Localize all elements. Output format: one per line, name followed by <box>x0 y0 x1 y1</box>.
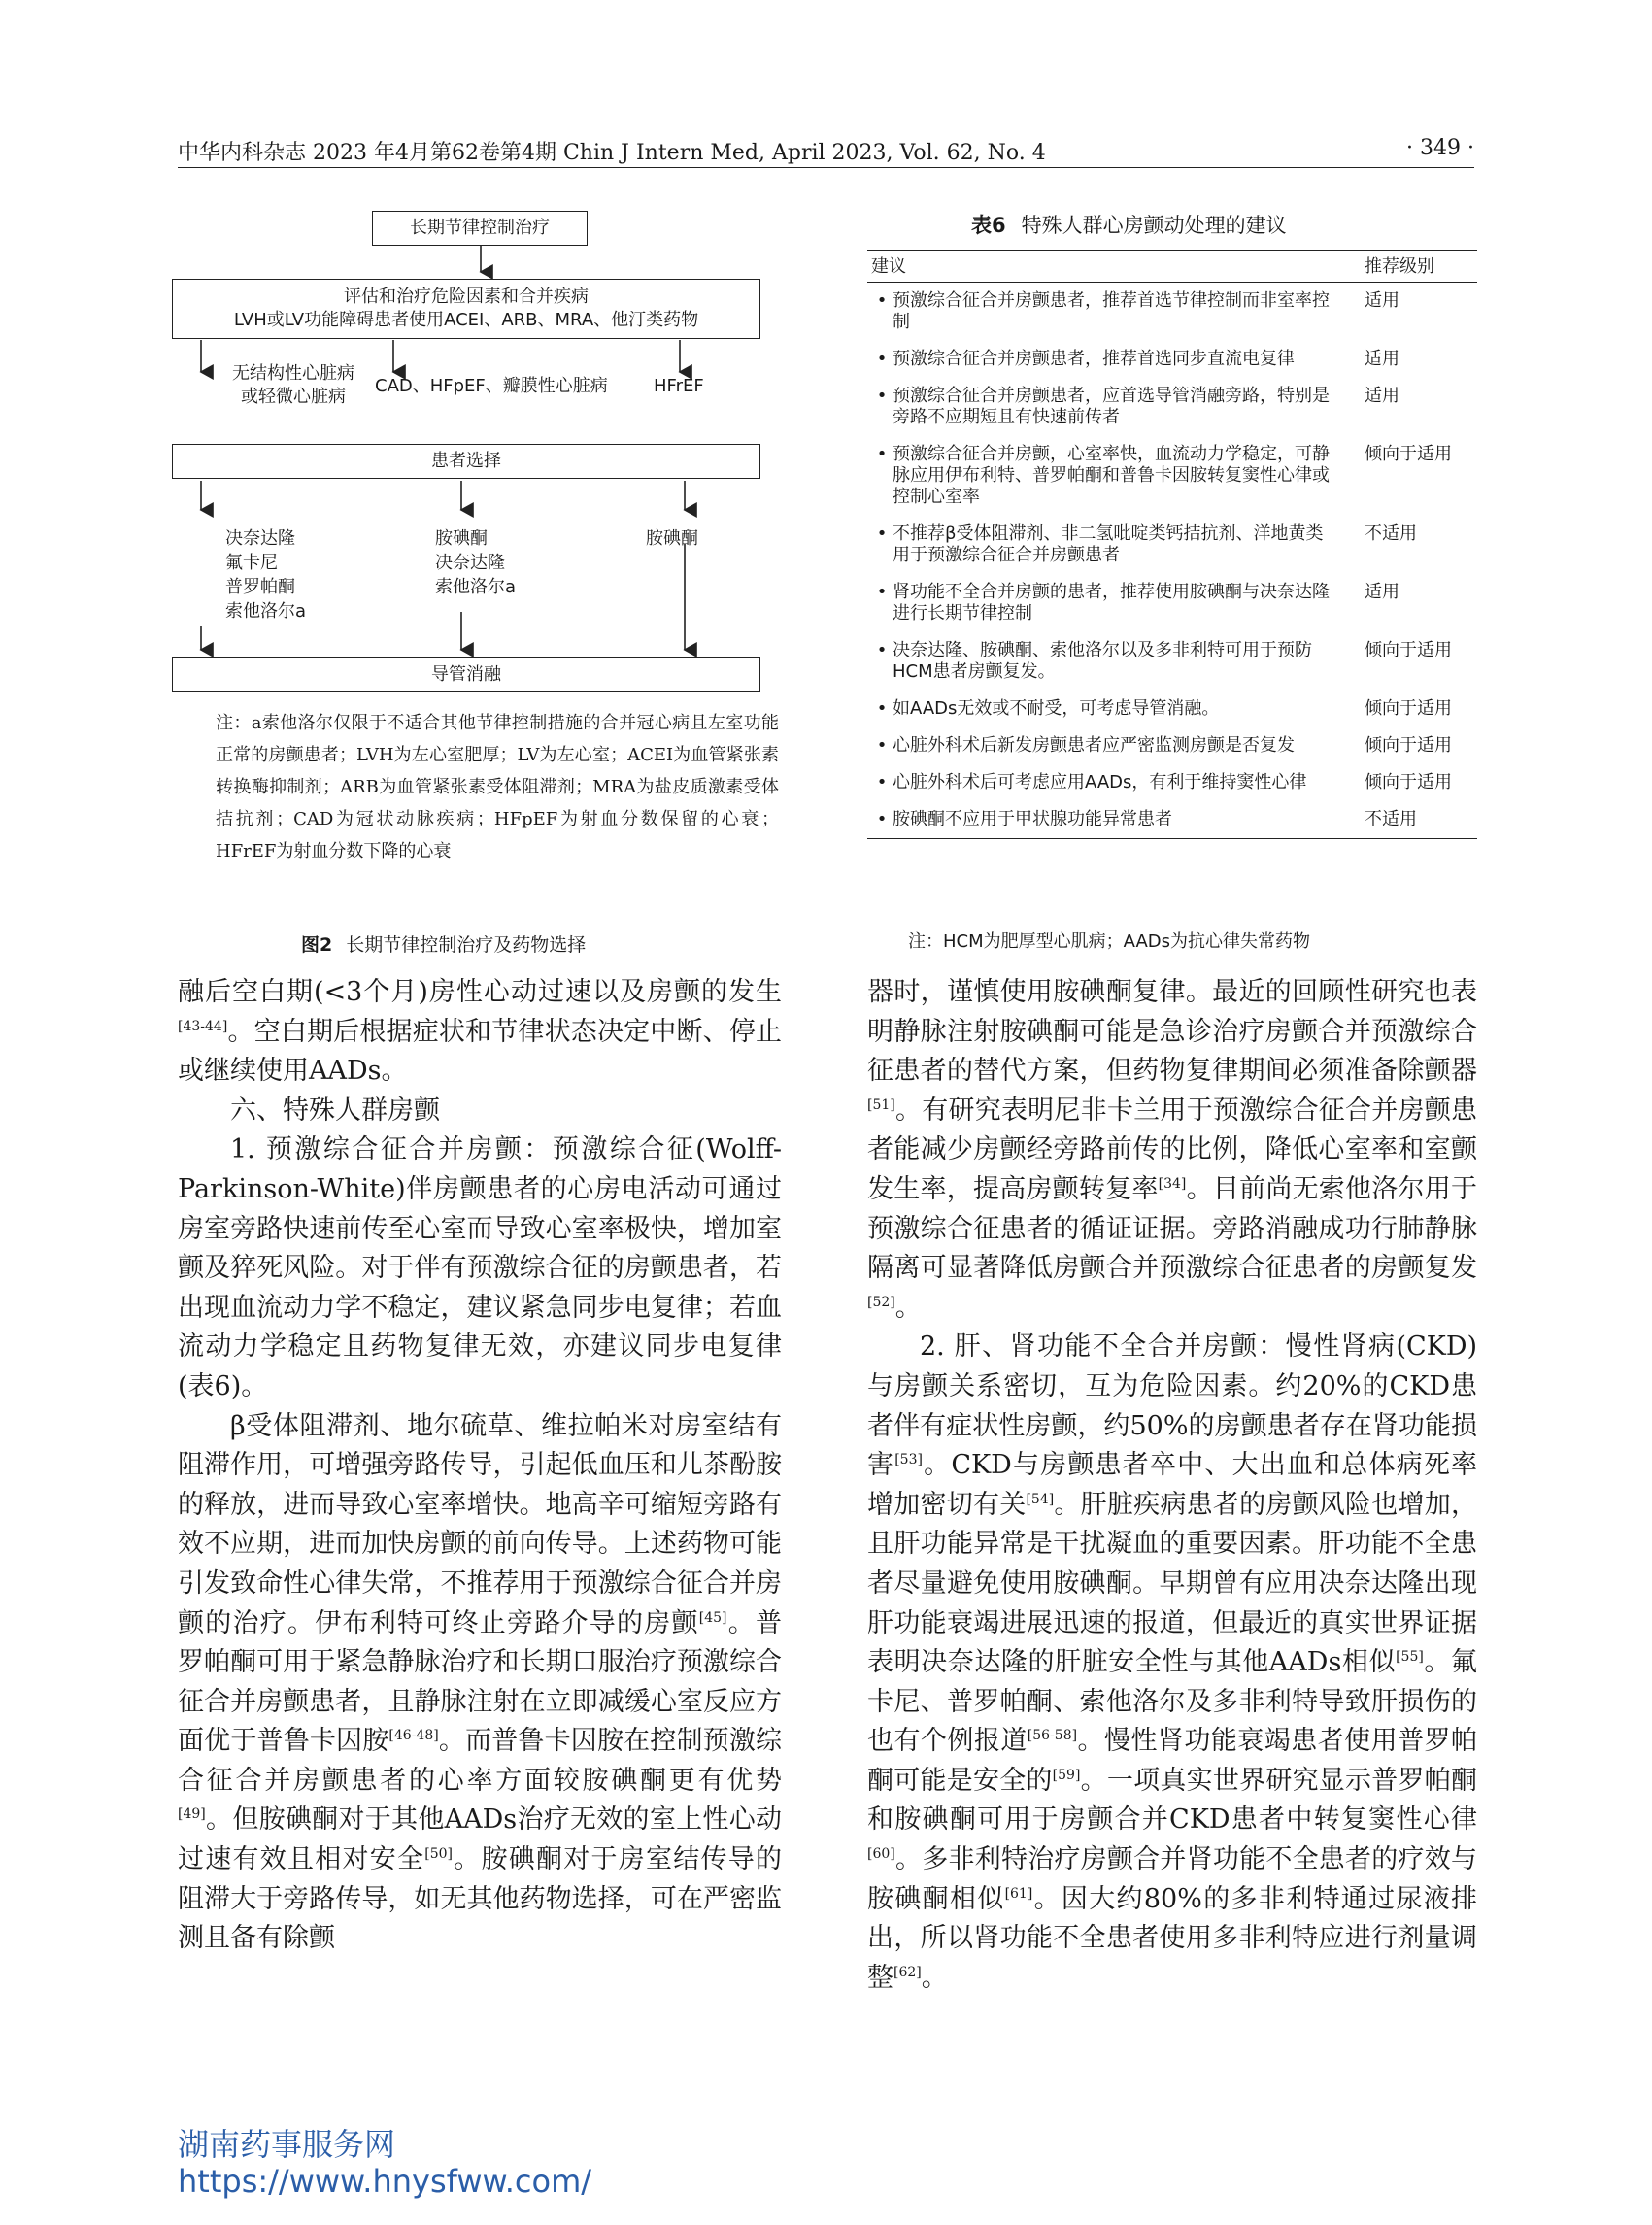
recommendation-text: 如AADs无效或不耐受，可考虑导管消融。 <box>893 698 1220 719</box>
bullet-icon: • <box>876 772 888 792</box>
col-header-level: 推荐级别 <box>1361 251 1477 283</box>
table-6-caption <box>971 210 1287 239</box>
level-cell: 倾向于适用 <box>1365 698 1452 719</box>
table-row <box>867 632 1477 691</box>
table-6-note: 注：HCM为肥厚型心肌病；AADs为抗心律失常药物 <box>908 931 1310 952</box>
recommendation-text: 胺碘酮不应用于甲状腺功能异常患者 <box>893 809 1172 829</box>
recommendation-cell <box>867 378 1361 436</box>
bullet-icon: • <box>876 809 888 829</box>
drug-name: 氟卡尼 <box>225 553 278 573</box>
bullet-icon: • <box>876 444 888 464</box>
citation: [49] <box>178 1806 206 1823</box>
bullet-icon: • <box>876 523 888 544</box>
box-label: 评估和治疗危险因素和合并疾病 <box>344 287 589 307</box>
recommendation-cell <box>867 574 1361 632</box>
level-cell: 适用 <box>1365 290 1399 311</box>
level-cell: 倾向于适用 <box>1365 735 1452 756</box>
citation: [53] <box>894 1452 923 1468</box>
citation: [46-48] <box>388 1728 439 1744</box>
level-cell: 适用 <box>1365 349 1399 369</box>
recommendation-text: 心脏外科术后新发房颤患者应严密监测房颤是否复发 <box>893 735 1295 756</box>
bullet-icon: • <box>876 735 888 756</box>
table-6 <box>867 250 1477 839</box>
recommendation-text: 心脏外科术后可考虑应用AADs，有利于维持窦性心律 <box>893 772 1307 792</box>
recommendation-cell <box>867 764 1361 801</box>
drug-list-3 <box>646 526 698 551</box>
citation: [51] <box>867 1096 895 1113</box>
drug-list-1 <box>225 526 306 624</box>
box-label: 导管消融 <box>431 664 501 685</box>
citation: [45] <box>698 1609 727 1626</box>
citation: [43-44] <box>178 1018 228 1034</box>
left-text-column <box>178 973 782 1959</box>
journal-header: 中华内科杂志 2023 年4月第62卷第4期 Chin J Intern Med, April 2023, Vol. 62, No. 4 <box>178 141 1046 165</box>
paragraph: 器时，谨慎使用胺碘酮复律。最近的回顾性研究也表明静脉注射胺碘酮可能是急诊治疗房颤合并预激综合征患者的替代方案，但药物复律期间必须准备除颤器[51]。有研究表明尼非卡兰用于预激综合征合并房颤患者能减少房颤经旁路前传的比例，降低心室率和室颤发生率，提高房颤转复率[34]。目前尚无索他洛尔用于预激综合征患者的循证证据。旁路消融成功行肺静脉隔离可显著降低房颤合并预激综合征患者的房颤复发[52]。 <box>867 977 1477 1323</box>
recommendation-table <box>867 250 1477 839</box>
drug-name: 索他洛尔a <box>435 577 517 597</box>
long-term-rhythm-control-box <box>372 211 588 246</box>
level-cell: 适用 <box>1365 386 1399 406</box>
drug-name: 索他洛尔a <box>225 601 307 622</box>
recommendation-text: 预激综合征合并房颤，心室率快，血流动力学稳定，可静脉应用伊布利特、普罗帕酮和普鲁卡因胺转复窦性心律或控制心室率 <box>893 444 1330 507</box>
table-row <box>867 341 1477 378</box>
box-label: 长期节律控制治疗 <box>410 218 550 238</box>
paragraph: 1. 预激综合征合并房颤：预激综合征(Wolff-Parkinson-White)伴房颤患者的心房电活动可通过房室旁路快速前传至心室而导致心室率极快，增加室颤及猝死风险。对于伴有预激综合征的房颤患者，若出现血流动力学不稳定，建议紧急同步电复律；若血流动力学稳定且药物复律无效，亦建议同步电复律(表6)。 <box>178 1134 782 1401</box>
header-rule <box>178 167 1474 168</box>
recommendation-cell <box>867 691 1361 727</box>
citation: [34] <box>1158 1175 1187 1192</box>
paragraph: β受体阻滞剂、地尔硫草、维拉帕米对房室结有阻滞作用，可增强旁路传导，引起低血压和儿茶酚胺的释放，进而导致心室率增快。地高辛可缩短旁路有效不应期，进而加快房颤的前向传导。上述药物可能引发致命性心律失常，不推荐用于预激综合征合并房颤的治疗。伊布利特可终止旁路介导的房颤[45]。普罗帕酮可用于紧急静脉治疗和长期口服治疗预激综合征合并房颤患者，且静脉注射在立即减缓心室反应方面优于普鲁卡因胺[46-48]。而普鲁卡因胺在控制预激综合征合并房颤患者的心率方面较胺碘酮更有优势[49]。但胺碘酮对于其他AADs治疗无效的室上性心动过速有效且相对安全[50]。胺碘酮对于房室结传导的阻滞大于旁路传导，如无其他药物选择，可在严密监测且备有除颤 <box>178 1410 783 1954</box>
bullet-icon: • <box>876 386 888 406</box>
recommendation-cell <box>867 436 1361 516</box>
table-row <box>867 691 1477 727</box>
citation: [59] <box>1052 1767 1081 1783</box>
citation: [50] <box>424 1846 453 1863</box>
table-row <box>867 516 1477 574</box>
col-header-recommendation: 建议 <box>867 251 1361 283</box>
figure-2-note <box>216 707 779 867</box>
table-label: 表6 <box>971 214 1006 237</box>
table-row <box>867 283 1477 342</box>
figure-caption-text: 长期节律控制治疗及药物选择 <box>346 934 587 956</box>
recommendation-text: 预激综合征合并房颤患者，推荐首选同步直流电复律 <box>893 349 1295 369</box>
bullet-icon: • <box>876 698 888 719</box>
bullet-icon: • <box>876 290 888 311</box>
patient-selection-box <box>172 444 760 479</box>
level-cell: 倾向于适用 <box>1365 444 1452 464</box>
table-row <box>867 727 1477 764</box>
bullet-icon: • <box>876 640 888 660</box>
drug-list-2 <box>435 526 516 599</box>
table-header-row <box>867 251 1477 283</box>
paragraph: 2. 肝、肾功能不全合并房颤：慢性肾病(CKD)与房颤关系密切，互为危险因素。约20%的CKD患者伴有症状性房颤，约50%的房颤患者存在肾功能损害[53]。CKD与房颤患者卒中、大出血和总体病死率增加密切有关[54]。肝脏疾病患者的房颤风险也增加，且肝功能异常是干扰凝血的重要因素。肝功能不全患者尽量避免使用胺碘酮。早期曾有应用决奈达隆出现肝功能衰竭进展迅速的报道，但最近的真实世界证据表明决奈达隆的肝脏安全性与其他AADs相似[55]。氟卡尼、普罗帕酮、索他洛尔及多非利特导致肝损伤的也有个例报道[56-58]。慢性肾功能衰竭患者使用普罗帕酮可能是安全的[59]。一项真实世界研究显示普罗帕酮和胺碘酮可用于房颤合并CKD患者中转复窦性心律[60]。多非利特治疗房颤合并肾功能不全患者的疗效与胺碘酮相似[61]。因大约80%的多非利特通过尿液排出，所以肾功能不全患者使用多非利特应进行剂量调整[62]。 <box>867 1332 1478 1993</box>
branch-hfref: HFrEF <box>654 376 704 396</box>
citation: [56-58] <box>1027 1728 1078 1744</box>
drug-name: 胺碘酮 <box>435 528 488 549</box>
page-number: · 349 · <box>1406 136 1474 160</box>
table-caption-text: 特殊人群心房颤动处理的建议 <box>1021 214 1287 237</box>
citation: [54] <box>1026 1491 1055 1507</box>
watermark-site-name: 湖南药事服务网 <box>178 2126 396 2163</box>
recommendation-cell <box>867 516 1361 574</box>
table-row <box>867 801 1477 839</box>
drug-name: 普罗帕酮 <box>225 577 295 597</box>
branch-cad-hfpef: CAD、HFpEF、瓣膜性心脏病 <box>375 376 608 396</box>
level-cell: 倾向于适用 <box>1365 772 1452 792</box>
figure-label: 图2 <box>301 934 333 956</box>
drug-name: 决奈达隆 <box>435 553 505 573</box>
citation: [62] <box>893 1964 922 1980</box>
drug-name: 胺碘酮 <box>646 528 698 549</box>
drug-name: 决奈达隆 <box>225 528 295 549</box>
recommendation-text: 不推荐β受体阻滞剂、非二氢吡啶类钙拮抗剂、洋地黄类用于预激综合征合并房颤患者 <box>893 523 1324 565</box>
level-cell: 适用 <box>1365 582 1399 602</box>
figure-2-caption <box>301 930 586 957</box>
table-row <box>867 436 1477 516</box>
level-cell: 倾向于适用 <box>1365 640 1452 660</box>
recommendation-cell <box>867 727 1361 764</box>
table-row <box>867 378 1477 436</box>
citation: [60] <box>867 1846 895 1863</box>
box-label: LVH或LV功能障碍患者使用ACEI、ARB、MRA、他汀类药物 <box>233 310 699 330</box>
section-heading: 六、特殊人群房颤 <box>230 1095 440 1126</box>
bullet-icon: • <box>876 582 888 602</box>
right-text-column <box>867 973 1477 1998</box>
citation: [55] <box>1396 1649 1424 1666</box>
recommendation-cell <box>867 632 1361 691</box>
citation: [61] <box>1004 1885 1033 1902</box>
risk-assessment-box <box>172 279 760 339</box>
citation: [52] <box>867 1294 895 1310</box>
recommendation-cell <box>867 283 1361 342</box>
recommendation-text: 预激综合征合并房颤患者，应首选导管消融旁路，特别是旁路不应期短且有快速前传者 <box>893 386 1330 427</box>
table-row <box>867 574 1477 632</box>
recommendation-text: 决奈达隆、胺碘酮、索他洛尔以及多非利特可用于预防HCM患者房颤复发。 <box>893 640 1312 682</box>
table-row <box>867 764 1477 801</box>
bullet-icon: • <box>876 349 888 369</box>
recommendation-text: 预激综合征合并房颤患者，推荐首选节律控制而非室率控制 <box>893 290 1330 332</box>
paragraph: 融后空白期(<3个月)房性心动过速以及房颤的发生[43-44]。空白期后根据症状和节律状态决定中断、停止或继续使用AADs。 <box>178 977 782 1087</box>
recommendation-text: 肾功能不全合并房颤的患者，推荐使用胺碘酮与决奈达隆进行长期节律控制 <box>893 582 1330 624</box>
figure-2-flowchart <box>165 199 767 694</box>
branch-no-structural-disease: 无结构性心脏病 或轻微心脏病 <box>232 363 354 407</box>
level-cell: 不适用 <box>1361 801 1477 839</box>
box-label: 患者选择 <box>431 451 501 471</box>
figure-note-text: 注：a索他洛尔仅限于不适合其他节律控制措施的合并冠心病且左室功能正常的房颤患者；LVH为左心室肥厚；LV为左心室；ACEI为血管紧张素转换酶抑制剂；ARB为血管紧张素受体阻滞剂；MRA为盐皮质激素受体拮抗剂；CAD为冠状动脉疾病；HFpEF为射血分数保留的心衰；HFrEF为射血分数下降的心衰 <box>216 713 779 861</box>
recommendation-cell <box>867 801 1361 839</box>
watermark-url[interactable]: https://www.hnysfww.com/ <box>178 2163 592 2200</box>
catheter-ablation-box <box>172 657 760 692</box>
recommendation-cell <box>867 341 1361 378</box>
level-cell: 不适用 <box>1365 523 1417 544</box>
